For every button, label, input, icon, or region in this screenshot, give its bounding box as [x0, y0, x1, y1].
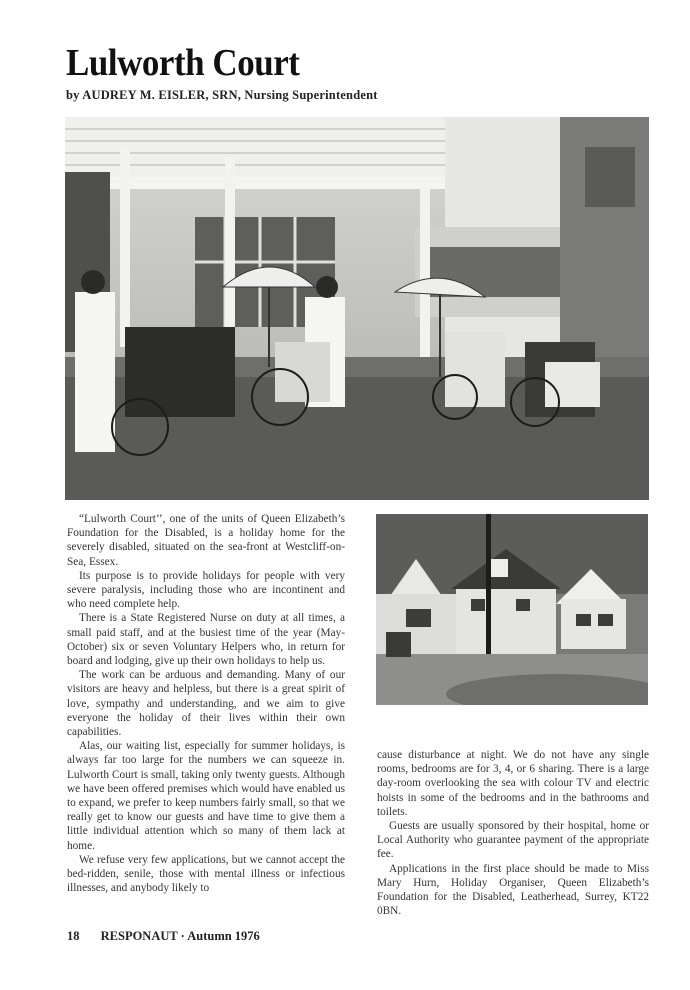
photo-seafront-illustration	[376, 514, 648, 705]
paragraph: Applications in the first place should be made to Miss Mary Hurn, Holiday Organiser, Queen Elizabeth’s Foundation for the Disabled, Leatherhead, Surrey, KT22 0BN.	[377, 862, 649, 918]
paragraph: “Lulworth Court’’, one of the units of Queen Elizabeth’s Foundation for the Disabled, is a holiday home for the severely disabled, situated on the sea-front at Westcliff-on-Sea, Essex.	[67, 513, 345, 568]
article-byline: by AUDREY M. EISLER, SRN, Nursing Superintendent	[66, 88, 378, 102]
article-column-1	[67, 512, 345, 895]
photo-seafront-houses	[376, 514, 648, 705]
article-title: Lulworth Court	[66, 42, 300, 84]
page-footer	[67, 929, 260, 944]
paragraph: There is a State Registered Nurse on duty at all times, a small paid staff, and at the busiest time of the year (May-October) six or seven Voluntary Helpers who, in return for board and lodging, give up their own holidays to help us.	[67, 612, 345, 668]
photo-residents-on-lawn	[65, 117, 649, 500]
paragraph: Guests are usually sponsored by their hospital, home or Local Authority who guarantee payment of the appropriate fee.	[377, 820, 649, 861]
paragraph: Alas, our waiting list, especially for summer holidays, is always far too large for the numbers we can squeeze in. Lulworth Court is small, taking only twenty guests. Although we have been offered premises which would have enabled us to expand, we prefer to keep numbers fairly small, so that we really get to know our guests and have time to give them a little individual attention which so many of them lack at home.	[67, 740, 345, 852]
photo-residents-illustration	[65, 117, 649, 500]
publication-info: RESPONAUT · Autumn 1976	[100, 929, 260, 943]
page-number: 18	[67, 929, 80, 943]
paragraph: The work can be arduous and demanding. Many of our visitors are heavy and helpless, but there is a great spirit of love, sympathy and understanding, and we aim to give everyone the holiday of their lives within their own capabilities.	[67, 669, 345, 739]
paragraph: Its purpose is to provide holidays for people with very severe paralysis, including those who are incontinent and who need complete help.	[67, 569, 345, 611]
paragraph: We refuse very few applications, but we cannot accept the bed-ridden, senile, those with mental illness or infectious illnesses, and anybody likely to	[67, 853, 345, 895]
paragraph: cause disturbance at night. We do not have any single rooms, bedrooms are for 3, 4, or 6 sharing. There is a large day-room overlooking the sea with colour TV and electric hoists in some of the bedrooms and in the bathrooms and toilets.	[377, 749, 649, 818]
article-column-2	[377, 748, 649, 918]
